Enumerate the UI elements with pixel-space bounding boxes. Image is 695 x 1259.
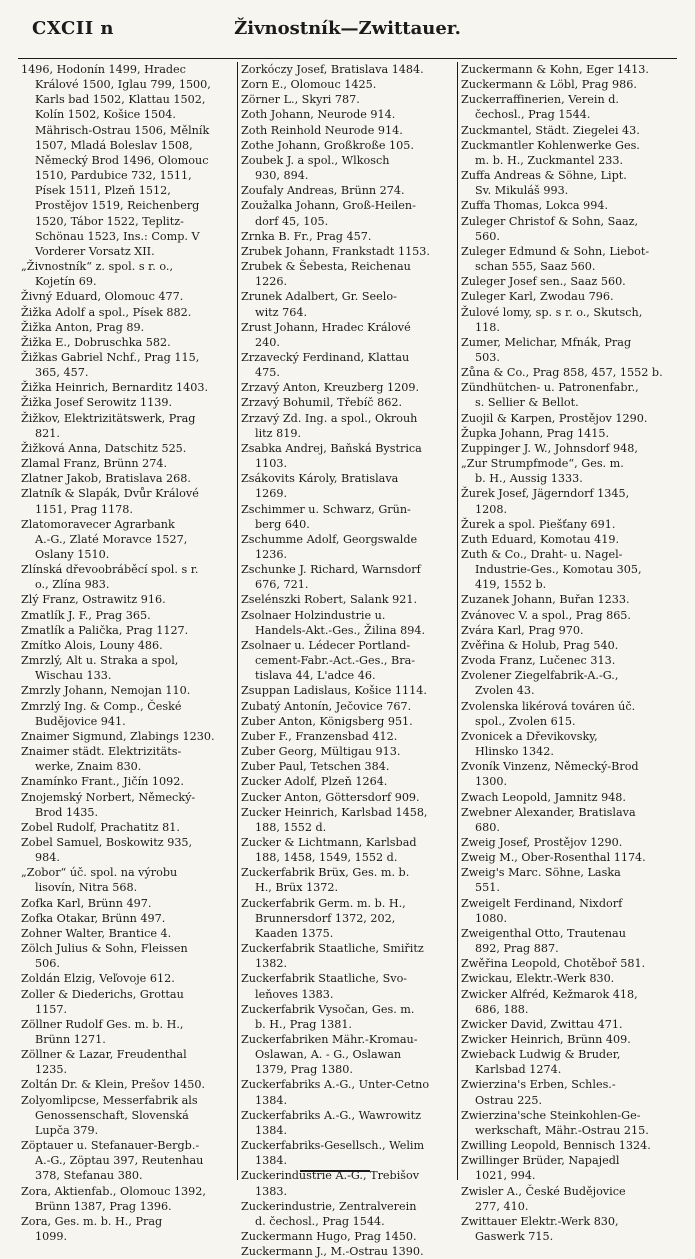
entry-line: Zsákovits Károly, Bratislava (241, 472, 399, 486)
entry-line: Žurek Josef, Jägerndorf 1345, (461, 487, 630, 501)
entry-line: Zvolener Ziegelfabrik-A.-G., (461, 669, 619, 683)
entry-line: 1269. (255, 487, 288, 501)
entry-line: Zmatlík a Palička, Prag 1127. (21, 623, 189, 637)
entry-line: 1151, Prag 1178. (35, 502, 133, 516)
entry-line: 1379, Prag 1380. (255, 1063, 353, 1077)
entry-line: 1235. (35, 1063, 68, 1077)
entry-line: Kaaden 1375. (255, 926, 334, 940)
entry-line: Zuckerfabrik Staatliche, Svo- (241, 972, 408, 986)
entry-line: 1507, Mladá Boleslav 1508, (35, 138, 193, 152)
entry-line: Zweig M., Ober-Rosenthal 1174. (461, 851, 646, 865)
entry-line: Zörner L., Skyri 787. (241, 93, 360, 107)
entry-line: Zweig's Marc. Söhne, Laska (461, 866, 621, 880)
entry-line: Znaimer Sigmund, Zlabings 1230. (21, 729, 215, 743)
entry-line: Zuckerfabrik Germ. m. b. H., (241, 896, 406, 910)
entry-line: Karlsbad 1274. (475, 1063, 562, 1077)
entry-line: 365, 457. (35, 366, 89, 380)
entry-line: 1384. (255, 1093, 288, 1107)
entry-line: 1384. (255, 1154, 288, 1168)
entry-line: Zora, Aktienfab., Olomouc 1392, (21, 1184, 206, 1198)
entry-line: Zmatlík J. F., Prag 365. (21, 608, 151, 622)
entry-line: Zobel Samuel, Boskowitz 935, (21, 835, 193, 849)
entry-line: Žurek a spol. Piešťany 691. (461, 517, 616, 531)
entry-line: 892, Prag 887. (475, 942, 559, 956)
page-header (14, 14, 681, 50)
entry-line: Zrust Johann, Hradec Králové (241, 320, 411, 334)
directory-columns (18, 62, 677, 1259)
entry-line: Zuckerfabriks-Gesellsch., Welim (241, 1139, 425, 1153)
entry-line: Zlínská dřevoobráběcí spol. s r. (21, 563, 199, 577)
entry-line: Zuckmantler Kohlenwerke Ges. (461, 138, 640, 152)
entry-line: Zuleger Karl, Zwodau 796. (461, 290, 614, 304)
entry-line: Německý Brod 1496, Olomouc (35, 153, 209, 167)
entry-line: Žižkov, Elektrizitätswerk, Prag (21, 411, 196, 425)
entry-line: Zwebner Alexander, Bratislava (461, 805, 636, 819)
entry-line: Žižkas Gabriel Nchf., Prag 115, (21, 350, 200, 364)
entry-line: 1099. (35, 1230, 68, 1244)
entry-line: Zrnka B. Fr., Prag 457. (241, 229, 372, 243)
entry-line: A.-G., Zöptau 397, Reutenhau (35, 1154, 204, 1168)
entry-line: Zuckerfabriks A.-G., Wawrowitz (241, 1108, 421, 1122)
entry-line: 1080. (475, 911, 508, 925)
entry-line: Zuckermann & Kohn, Eger 1413. (461, 63, 649, 76)
entry-line: Zuzanek Johann, Buřan 1233. (461, 593, 630, 607)
entry-line: Zmrzly Johann, Nemojan 110. (21, 684, 191, 698)
entry-line: Zuckermann J., M.-Ostrau 1390. (241, 1245, 424, 1259)
entry-line: Zlatník & Slapák, Dvůr Králové (21, 487, 199, 501)
entry-line: 188, 1458, 1549, 1552 d. (255, 851, 398, 865)
entry-line: s. Sellier & Bellot. (475, 396, 579, 410)
entry-line: Žižka E., Dobruschka 582. (21, 335, 171, 349)
entry-line: Zvolen 43. (475, 684, 535, 698)
entry-line: 676, 721. (255, 578, 309, 592)
entry-line: Žižka Anton, Prag 89. (21, 320, 145, 334)
entry-line: Vorderer Vorsatz XII. (35, 244, 155, 258)
entry-line: Zlamal Franz, Brünn 274. (21, 457, 168, 471)
entry-line: Zuckerindustrie, Zentralverein (241, 1199, 417, 1213)
entry-line: „Živnostník“ z. spol. s r. o., (21, 260, 173, 274)
entry-line: m. b. H., Zuckmantel 233. (475, 153, 624, 167)
entry-line: Žižka Josef Serowitz 1139. (21, 396, 173, 410)
entry-line: Zůna & Co., Prag 858, 457, 1552 b. (461, 366, 663, 380)
entry-line: Zucker Adolf, Plzeň 1264. (241, 775, 388, 789)
entry-line: 503. (475, 350, 500, 364)
entry-line: Brünn 1271. (35, 1033, 106, 1046)
entry-line: 277, 410. (475, 1199, 529, 1213)
entry-line: 1382. (255, 957, 288, 971)
entry-line: Zölch Julius & Sohn, Fleissen (21, 942, 188, 956)
entry-line: „Zobor“ úč. spol. na výrobu (21, 866, 178, 880)
entry-line: Zucker Anton, Göttersdorf 909. (241, 790, 420, 804)
entry-line: Zoufaly Andreas, Brünn 274. (241, 184, 405, 198)
entry-line: Zofka Otakar, Brünn 497. (21, 911, 166, 925)
entry-line: 378, Stefanau 380. (35, 1169, 143, 1183)
entry-line: Zuffa Andreas & Söhne, Lipt. (461, 169, 627, 183)
entry-line: Mährisch-Ostrau 1506, Mělník (35, 123, 210, 137)
entry-line: Zwilling Leopold, Bennisch 1324. (461, 1139, 651, 1153)
entry-line: Zuleger Edmund & Sohn, Liebot- (461, 244, 650, 258)
entry-line: Zuth & Co., Draht- u. Nagel- (461, 548, 623, 561)
entry-line: d. čechosl., Prag 1544. (255, 1214, 385, 1228)
entry-line: 686, 188. (475, 1002, 529, 1016)
entry-line: Kojetín 69. (35, 275, 97, 289)
entry-line: Zobel Rudolf, Prachatitz 81. (21, 820, 180, 834)
entry-line: Zrunek Adalbert, Gr. Seelo- (241, 290, 397, 304)
entry-line: Zschumme Adolf, Georgswalde (241, 532, 418, 546)
column-3 (457, 62, 677, 1244)
entry-line: Zwisler A., České Budějovice (461, 1184, 626, 1198)
entry-line: Zmrzlý, Alt u. Straka a spol, (21, 654, 179, 668)
entry-line: o., Zlína 983. (35, 578, 110, 592)
entry-line: A.-G., Zlaté Moravce 1527, (35, 532, 188, 546)
entry-line: Prostějov 1519, Reichenberg (35, 199, 200, 213)
entry-line: 1226. (255, 275, 288, 289)
entry-line: Zsuppan Ladislaus, Košice 1114. (241, 684, 427, 698)
entry-line: Zothe Johann, Großkroße 105. (241, 138, 414, 152)
entry-line: Zuth Eduard, Komotau 419. (461, 532, 620, 546)
entry-line: „Zur Strumpfmode“, Ges. m. (461, 457, 624, 471)
entry-line: Zucker & Lichtmann, Karlsbad (241, 835, 417, 849)
entry-line: 188, 1552 d. (255, 820, 327, 834)
entry-line: Zmrzlý Ing. & Comp., České (21, 699, 182, 713)
entry-line: Zuber Anton, Königsberg 951. (241, 714, 413, 728)
entry-line: 560. (475, 229, 500, 243)
entry-line: Zmítko Alois, Louny 486. (21, 638, 163, 652)
entry-line: cement-Fabr.-Act.-Ges., Bra- (255, 654, 416, 668)
entry-line: 419, 1552 b. (475, 578, 547, 592)
entry-line: Budějovice 941. (35, 714, 126, 728)
entry-line: leňoves 1383. (255, 987, 334, 1001)
entry-line: Karls bad 1502, Klattau 1502, (35, 93, 206, 107)
entry-line: Zorn E., Olomouc 1425. (241, 78, 377, 92)
entry-line: Zschunke J. Richard, Warnsdorf (241, 563, 421, 577)
entry-line: Wischau 133. (35, 669, 112, 683)
entry-line: Zuleger Christof & Sohn, Saaz, (461, 214, 639, 228)
entry-line: Králové 1500, Iglau 799, 1500, (35, 78, 211, 92)
entry-line: Zuber F., Franzensbad 412. (241, 729, 398, 743)
entry-line: berg 640. (255, 517, 310, 531)
entry-line: Župka Johann, Prag 1415. (461, 426, 610, 440)
entry-line: čechosl., Prag 1544. (475, 108, 591, 122)
page-number: CXCII n (32, 18, 114, 39)
entry-line: Schönau 1523, Ins.: Comp. V (35, 229, 200, 243)
entry-line: Zwicker Alfréd, Kežmarok 418, (461, 987, 638, 1001)
entry-line: Zuckerfabrik Staatliche, Smiřitz (241, 942, 424, 956)
entry-line: Zvoda Franz, Lučenec 313. (461, 654, 616, 668)
entry-line: Oslany 1510. (35, 548, 110, 561)
entry-line: Zolyomlipcse, Messerfabrik als (21, 1093, 198, 1107)
header-rule (18, 58, 677, 59)
entry-line: Zorkóczy Josef, Bratislava 1484. (241, 63, 424, 76)
entry-line: Zvára Karl, Prag 970. (461, 623, 584, 637)
entry-line: dorf 45, 105. (255, 214, 329, 228)
entry-line: Zsolnaer u. Lédecer Portland- (241, 638, 411, 652)
entry-line: Zsolnaer Holzindustrie u. (241, 608, 386, 622)
entry-line: Zuckmantel, Städt. Ziegelei 43. (461, 123, 640, 137)
entry-line: Zuckerfabrik Vysočan, Ges. m. (241, 1002, 415, 1016)
entry-line: Zvánovec V. a spol., Prag 865. (461, 608, 631, 622)
entry-line: H., Brüx 1372. (255, 881, 339, 895)
entry-line: Zucker Heinrich, Karlsbad 1458, (241, 805, 428, 819)
entry-line: Zoller & Diederichs, Grottau (21, 987, 184, 1001)
entry-line: 1300. (475, 775, 508, 789)
entry-line: Zvolenska likérová továren úč. (461, 699, 636, 713)
entry-line: Zsabka Andrej, Baňská Bystrica (241, 441, 422, 455)
entry-line: litz 819. (255, 426, 302, 440)
entry-line: 506. (35, 957, 60, 971)
entry-line: Zlatomoravecer Agrarbank (21, 517, 175, 531)
running-title: Živnostník—Zwittauer. (234, 18, 461, 39)
entry-line: Zuppinger J. W., Johnsdorf 948, (461, 441, 638, 455)
entry-line: Zofka Karl, Brünn 497. (21, 896, 152, 910)
entry-line: 1208. (475, 502, 508, 516)
entry-line: Zwěřina Leopold, Chotěboř 581. (461, 957, 646, 971)
entry-line: Zubatý Antonín, Ječovice 767. (241, 699, 412, 713)
entry-line: Zumer, Melichar, Mfnák, Prag (461, 335, 632, 349)
entry-line: Zuojil & Karpen, Prostějov 1290. (461, 411, 648, 425)
entry-line: Zwittauer Elektr.-Werk 830, (461, 1214, 619, 1228)
column-1 (18, 62, 237, 1244)
entry-line: Zoubek J. a spol., Wlkosch (241, 153, 390, 167)
entry-line: Zschimmer u. Schwarz, Grün- (241, 502, 411, 516)
entry-line: Zwierzina'sche Steinkohlen-Ge- (461, 1108, 641, 1122)
entry-line: Zuckerindustrie A.-G., Trebišov (241, 1169, 420, 1183)
entry-line: Zora, Ges. m. b. H., Prag (21, 1214, 163, 1228)
entry-line: Brünn 1387, Prag 1396. (35, 1199, 172, 1213)
entry-line: werkschaft, Mähr.-Ostrau 215. (475, 1123, 649, 1137)
entry-line: Zwicker Heinrich, Brünn 409. (461, 1033, 631, 1046)
entry-line: Zselénszki Robert, Salank 921. (241, 593, 418, 607)
entry-line: Zuckerraffinerien, Verein d. (461, 93, 619, 107)
entry-line: Zoltán Dr. & Klein, Prešov 1450. (21, 1078, 206, 1092)
entry-line: 1383. (255, 1184, 288, 1198)
entry-line: Zöllner Rudolf Ges. m. b. H., (21, 1017, 184, 1031)
entry-line: 240. (255, 335, 280, 349)
entry-line: Zrzavecký Ferdinand, Klattau (241, 350, 410, 364)
entry-line: Zwach Leopold, Jamnitz 948. (461, 790, 626, 804)
entry-line: lisovín, Nitra 568. (35, 881, 138, 895)
entry-line: Zuber Georg, Mültigau 913. (241, 745, 401, 759)
entry-line: Zöllner & Lazar, Freudenthal (21, 1048, 187, 1062)
entry-line: 680. (475, 820, 500, 834)
entry-line: Zuckerfabriks A.-G., Unter-Cetno (241, 1078, 430, 1092)
entry-line: Písek 1511, Plzeň 1512, (35, 184, 171, 198)
entry-line: Zuffa Thomas, Lokca 994. (461, 199, 609, 213)
entry-line: Hlinsko 1342. (475, 745, 554, 759)
entry-line: Zohner Walter, Brantice 4. (21, 926, 172, 940)
entry-line: tislava 44, L'adce 46. (255, 669, 376, 683)
entry-line: Zwickau, Elektr.-Werk 830. (461, 972, 615, 986)
entry-line: Zoužalka Johann, Groß-Heilen- (241, 199, 416, 213)
entry-line: 118. (475, 320, 500, 334)
entry-line: b. H., Aussig 1333. (475, 472, 583, 486)
entry-line: Zoth Johann, Neurode 914. (241, 108, 396, 122)
entry-line: Gaswerk 715. (475, 1230, 554, 1244)
entry-line: Industrie-Ges., Komotau 305, (475, 563, 642, 577)
entry-line: Handels-Akt.-Ges., Žilina 894. (255, 623, 426, 637)
entry-line: Zvonicek a Dřevikovsky, (461, 729, 598, 743)
entry-line: Žižková Anna, Datschitz 525. (21, 441, 187, 455)
entry-line: Zoth Reinhold Neurode 914. (241, 123, 403, 137)
entry-line: Zuleger Josef sen., Saaz 560. (461, 275, 626, 289)
entry-line: Zwillinger Brüder, Napajedl (461, 1154, 620, 1168)
entry-line: 1157. (35, 1002, 68, 1016)
entry-line: Zweig Josef, Prostějov 1290. (461, 835, 623, 849)
entry-line: Zwicker David, Zwittau 471. (461, 1017, 623, 1031)
entry-line: spol., Zvolen 615. (475, 714, 576, 728)
entry-line: 551. (475, 881, 500, 895)
entry-line: Genossenschaft, Slovenská (35, 1108, 189, 1122)
entry-line: Zwierzina's Erben, Schles.- (461, 1078, 616, 1092)
entry-line: Zrubek & Šebesta, Reichenau (241, 260, 411, 274)
entry-line: 821. (35, 426, 60, 440)
entry-line: 475. (255, 366, 280, 380)
entry-line: b. H., Prag 1381. (255, 1017, 352, 1031)
entry-line: werke, Znaim 830. (35, 760, 142, 774)
entry-line: witz 764. (255, 305, 308, 319)
entry-line: Znojemský Norbert, Německý- (21, 790, 196, 804)
entry-line: 1520, Tábor 1522, Teplitz- (35, 214, 184, 228)
entry-line: 984. (35, 851, 60, 865)
entry-line: Živný Eduard, Olomouc 477. (21, 290, 184, 304)
entry-line: schan 555, Saaz 560. (475, 260, 596, 274)
entry-line: Brunnersdorf 1372, 202, (255, 911, 396, 925)
entry-line: Znaimer städt. Elektrizitäts- (21, 745, 182, 759)
end-rule (300, 1170, 370, 1172)
entry-line: Zrzavý Bohumil, Třebíč 862. (241, 396, 403, 410)
entry-line: Zvoník Vinzenz, Německý-Brod (461, 760, 639, 774)
entry-line: Sv. Mikuláš 993. (475, 184, 569, 198)
entry-line: Brod 1435. (35, 805, 99, 819)
entry-line: Zuckerfabriken Mähr.-Kromau- (241, 1033, 418, 1046)
entry-line: 1384. (255, 1123, 288, 1137)
entry-line: Kolín 1502, Košice 1504. (35, 108, 176, 122)
entry-line: Zoldán Elzig, Veľovoje 612. (21, 972, 175, 986)
entry-line: Zuckerfabrik Brüx, Ges. m. b. (241, 866, 410, 880)
entry-line: Žižka Adolf a spol., Písek 882. (21, 305, 192, 319)
entry-line: Znamínko Frant., Jičín 1092. (21, 775, 184, 789)
entry-line: 1103. (255, 457, 288, 471)
entry-line: 1510, Pardubice 732, 1511, (35, 169, 192, 183)
entry-line: Žulové lomy, sp. s r. o., Skutsch, (461, 305, 643, 319)
entry-line: Lupča 379. (35, 1123, 99, 1137)
entry-line: Zrzavý Anton, Kreuzberg 1209. (241, 381, 420, 395)
entry-line: Zlatner Jakob, Bratislava 268. (21, 472, 191, 486)
entry-line: Zrzavý Zd. Ing. a spol., Okrouh (241, 411, 418, 425)
entry-line: Zweigelt Ferdinand, Nixdorf (461, 896, 623, 910)
column-2 (237, 62, 457, 1259)
entry-line: Zuckermann Hugo, Prag 1450. (241, 1230, 417, 1244)
entry-line: 1236. (255, 548, 288, 561)
entry-line: Ostrau 225. (475, 1093, 543, 1107)
entry-line: Zuckermann & Löbl, Prag 986. (461, 78, 637, 92)
entry-line: Zlý Franz, Ostrawitz 916. (21, 593, 166, 607)
entry-line: 930, 894. (255, 169, 309, 183)
entry-line: 1496, Hodonín 1499, Hradec (21, 63, 186, 76)
entry-line: Zrubek Johann, Frankstadt 1153. (241, 244, 430, 258)
entry-line: Zwieback Ludwig & Bruder, (461, 1048, 621, 1062)
entry-line: Zweigenthal Otto, Trautenau (461, 926, 626, 940)
entry-line: Zuber Paul, Tetschen 384. (241, 760, 390, 774)
entry-line: Oslawan, A. - G., Oslawan (255, 1048, 402, 1062)
entry-line: Zöptauer u. Stefanauer-Bergb.- (21, 1139, 200, 1153)
entry-line: Zvěřina & Holub, Prag 540. (461, 638, 619, 652)
entry-line: 1021, 994. (475, 1169, 536, 1183)
entry-line: Zündhütchen- u. Patronenfabr., (461, 381, 639, 395)
entry-line: Žižka Heinrich, Bernarditz 1403. (21, 381, 209, 395)
